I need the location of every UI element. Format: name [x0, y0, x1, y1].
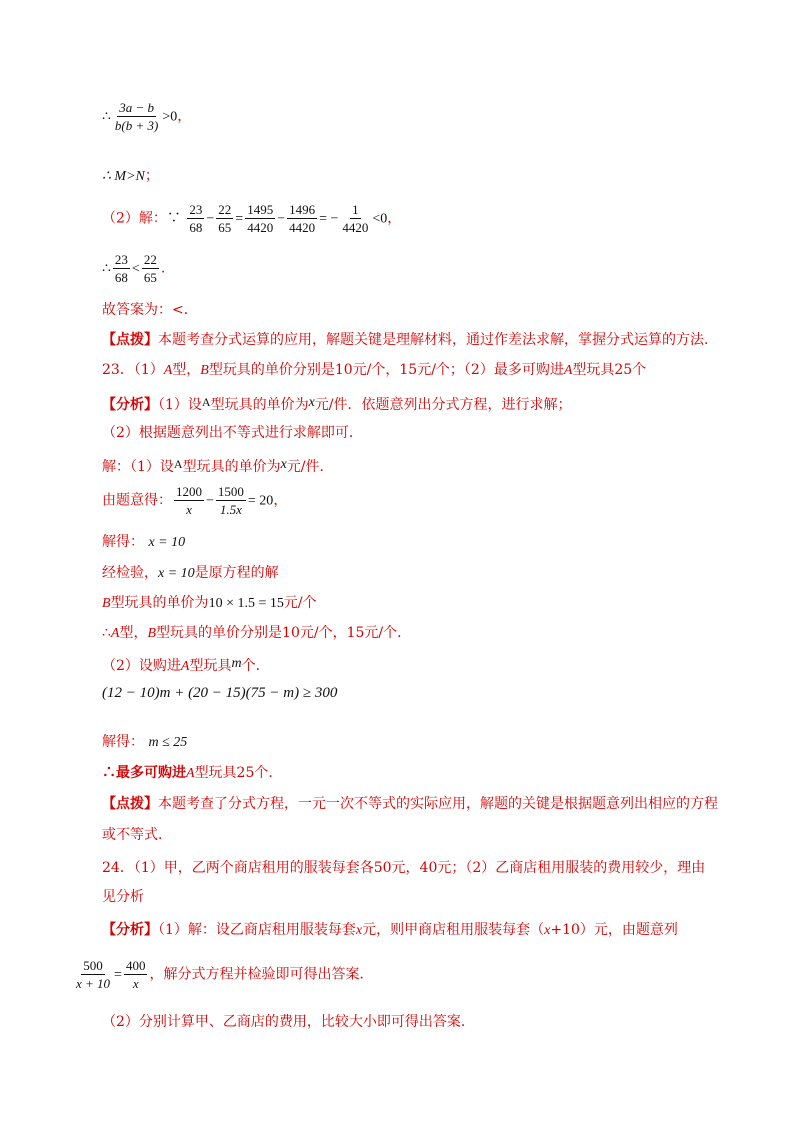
fraction: $\frac{1500}{1.5x}$: [217, 484, 244, 517]
fraction: $\frac{1200}{x}$: [176, 484, 202, 517]
line-18: 解得： m ≤ 25: [102, 734, 188, 750]
line-9: （2）根据题意列出不等式进行求解即可．: [102, 425, 363, 441]
line-12: 解得： x = 10: [102, 534, 186, 550]
fraction: $\frac{1496}{4420}$: [289, 202, 316, 235]
line-10: 解：（1）设A型玩具的单价为x元/件．: [102, 457, 334, 475]
line-19: ∴最多可购进A型玩具25个．: [102, 765, 283, 781]
line-14: B型玩具的单价为10 × 1.5 = 15元/个: [102, 595, 317, 611]
line-11: 由题意得： $\frac{1200}{x}$ − $\frac{1500}{1.5x}$ = 20，: [102, 484, 288, 517]
line-1: ∴ $\frac{3a - b}{b(b + 3)}$ >0，: [102, 100, 192, 133]
fraction: $\frac{23}{68}$: [189, 202, 203, 235]
line-7: 23．（1）A型，B型玩具的单价分别是10元/个，15元/个；（2）最多可购进A型玩具25个: [102, 362, 647, 378]
line-25: $\frac{500}{x + 10}$ = $\frac{400}{x}$ ，解分式方程并检验即可得出答案．: [76, 958, 374, 991]
line-13: 经检验，x = 10是原方程的解: [102, 565, 279, 581]
line-8: 【分析】（1）设A型玩具的单价为x元/件．依题意列出分式方程，进行求解；: [102, 395, 572, 413]
line-26: （2）分别计算甲、乙商店的费用，比较大小即可得出答案．: [102, 1014, 475, 1030]
line-4: ∴ $\frac{23}{68}$ < $\frac{22}{65}$ .: [102, 252, 166, 285]
line-20: 【点拨】本题考查了分式方程，一元一次不等式的实际应用，解题的关键是根据题意列出相应的方程: [102, 796, 718, 812]
line-17: (12 − 10)m + (20 − 15)(75 − m) ≥ 300: [102, 685, 338, 701]
fraction: $\frac{3a - b}{b(b + 3)}$: [114, 100, 159, 133]
fraction: $\frac{1495}{4420}$: [247, 202, 274, 235]
line-2: ∴ M>N；: [102, 168, 159, 184]
line-24: 【分析】（1）解：设乙商店租用服装每套x元，则甲商店租用服装每套（x+10）元，由题意列: [102, 922, 678, 938]
line-3: （2）解：∵ $\frac{23}{68}$ − $\frac{22}{65}$ = $\frac{1495}{4420}$ − $\frac{1496}{4420}$ = − $\frac{1}{4420}$ <0，: [102, 202, 402, 235]
fraction: $\frac{1}{4420}$: [342, 202, 369, 235]
fraction: $\frac{22}{65}$: [218, 202, 232, 235]
line-22: 24．（1）甲，乙两个商店租用的服装每套各50元，40元；（2）乙商店租用服装的费用较少，理由: [102, 860, 706, 876]
fraction: $\frac{500}{x + 10}$: [76, 958, 111, 991]
line-23: 见分析: [102, 889, 144, 905]
line-15: ∴A型，B型玩具的单价分别是10元/个，15元/个．: [102, 625, 412, 641]
line-21: 或不等式．: [102, 827, 172, 843]
fraction: $\frac{22}{65}$: [143, 252, 157, 285]
line-16: （2）设购进A型玩具m个．: [102, 656, 270, 674]
fraction: $\frac{23}{68}$: [114, 252, 128, 285]
fraction: $\frac{400}{x}$: [125, 958, 146, 991]
line-6: 【点拨】本题考查分式运算的应用，解题关键是理解材料，通过作差法求解，掌握分式运算的方法.: [102, 332, 709, 348]
line-5: 故答案为：<．: [102, 302, 198, 318]
